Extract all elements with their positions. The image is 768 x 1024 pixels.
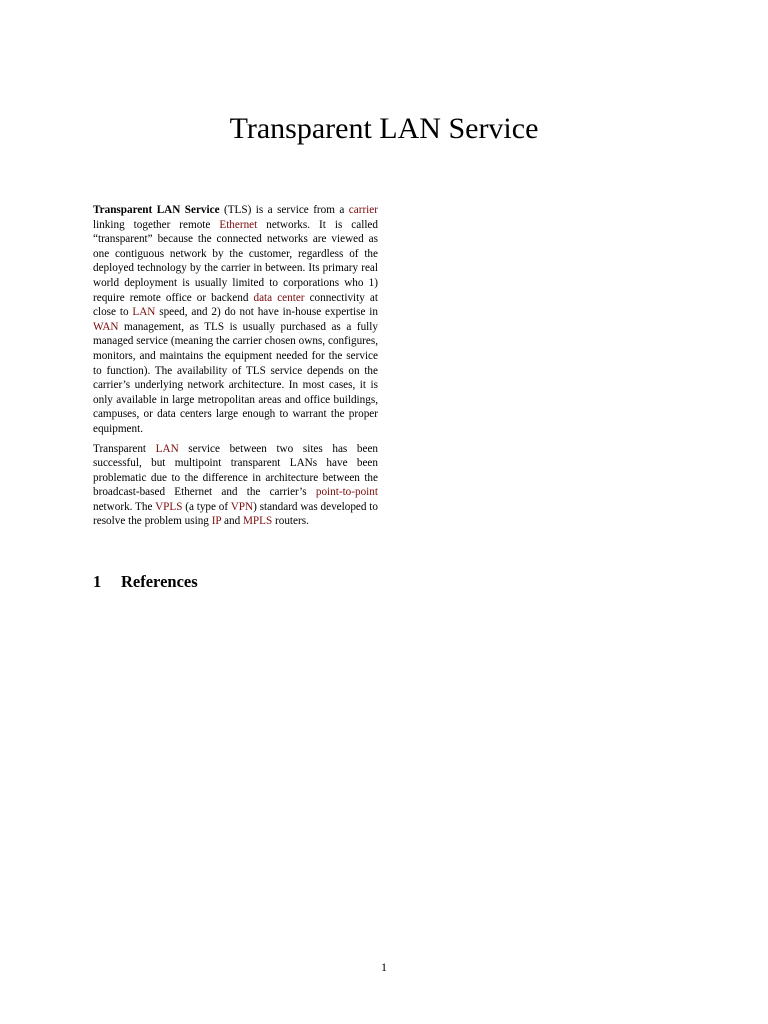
- body-text: connectivity at close to: [93, 291, 378, 319]
- paragraph: [93, 442, 378, 530]
- wiki-link[interactable]: MPLS: [242, 515, 273, 528]
- wiki-link[interactable]: Ethernet: [219, 218, 258, 231]
- paragraph: [93, 203, 378, 437]
- body-text: ) standard was developed to resolve the problem using: [93, 500, 378, 528]
- wiki-link[interactable]: LAN: [132, 306, 156, 319]
- wiki-link[interactable]: carrier: [348, 204, 378, 216]
- body-text: management, as TLS is usually purchased as a fully managed service (meaning the carrier chosen owns, configures, monitors, and maintains the equipment needed for the service to function). The availability of TLS service depends on the carrier’s underlying network architecture. In most cases, it is only available in large metropolitan areas and office buildings, campuses, or data centers large enough to warrant the proper equipment.: [93, 320, 378, 435]
- body-text: service between two sites has been successful, but multipoint transparent LANs have been problematic due to the difference in architecture between the broadcast-based Ethernet and the carrier’s: [93, 442, 379, 499]
- section-heading-references: [93, 572, 198, 592]
- body-text: (a type of: [182, 500, 231, 513]
- wiki-link[interactable]: VPLS: [155, 500, 183, 513]
- wiki-link[interactable]: WAN: [93, 320, 119, 333]
- body-text: routers.: [272, 515, 309, 528]
- wiki-link[interactable]: data center: [253, 291, 305, 304]
- body-text: speed, and 2) do not have in-house expertise in: [155, 306, 378, 319]
- bold-term: Transparent LAN Service: [93, 204, 220, 216]
- wiki-link[interactable]: VPN: [230, 500, 254, 513]
- page-number: 1: [381, 960, 387, 974]
- body-text: (TLS) is a service from a: [219, 204, 349, 216]
- body-text: and: [221, 515, 243, 528]
- section-number: 1: [93, 572, 102, 591]
- body-text: network. The: [93, 500, 156, 513]
- wiki-link[interactable]: point-to-point: [315, 486, 378, 499]
- article-body: [93, 203, 378, 534]
- wiki-link[interactable]: LAN: [155, 442, 179, 455]
- page-title: Transparent LAN Service: [229, 112, 539, 145]
- body-text: linking together remote: [93, 218, 220, 231]
- body-text: networks. It is called “transparent” because the connected networks are viewed as one contiguous network by the customer, regardless of the deployed technology by the carrier in between. Its primary real world deployment is usually limited to corporations who 1) require remote office or backend: [93, 218, 378, 304]
- body-text: Transparent: [93, 442, 156, 455]
- wiki-link[interactable]: IP: [211, 515, 222, 528]
- section-title: References: [121, 572, 198, 591]
